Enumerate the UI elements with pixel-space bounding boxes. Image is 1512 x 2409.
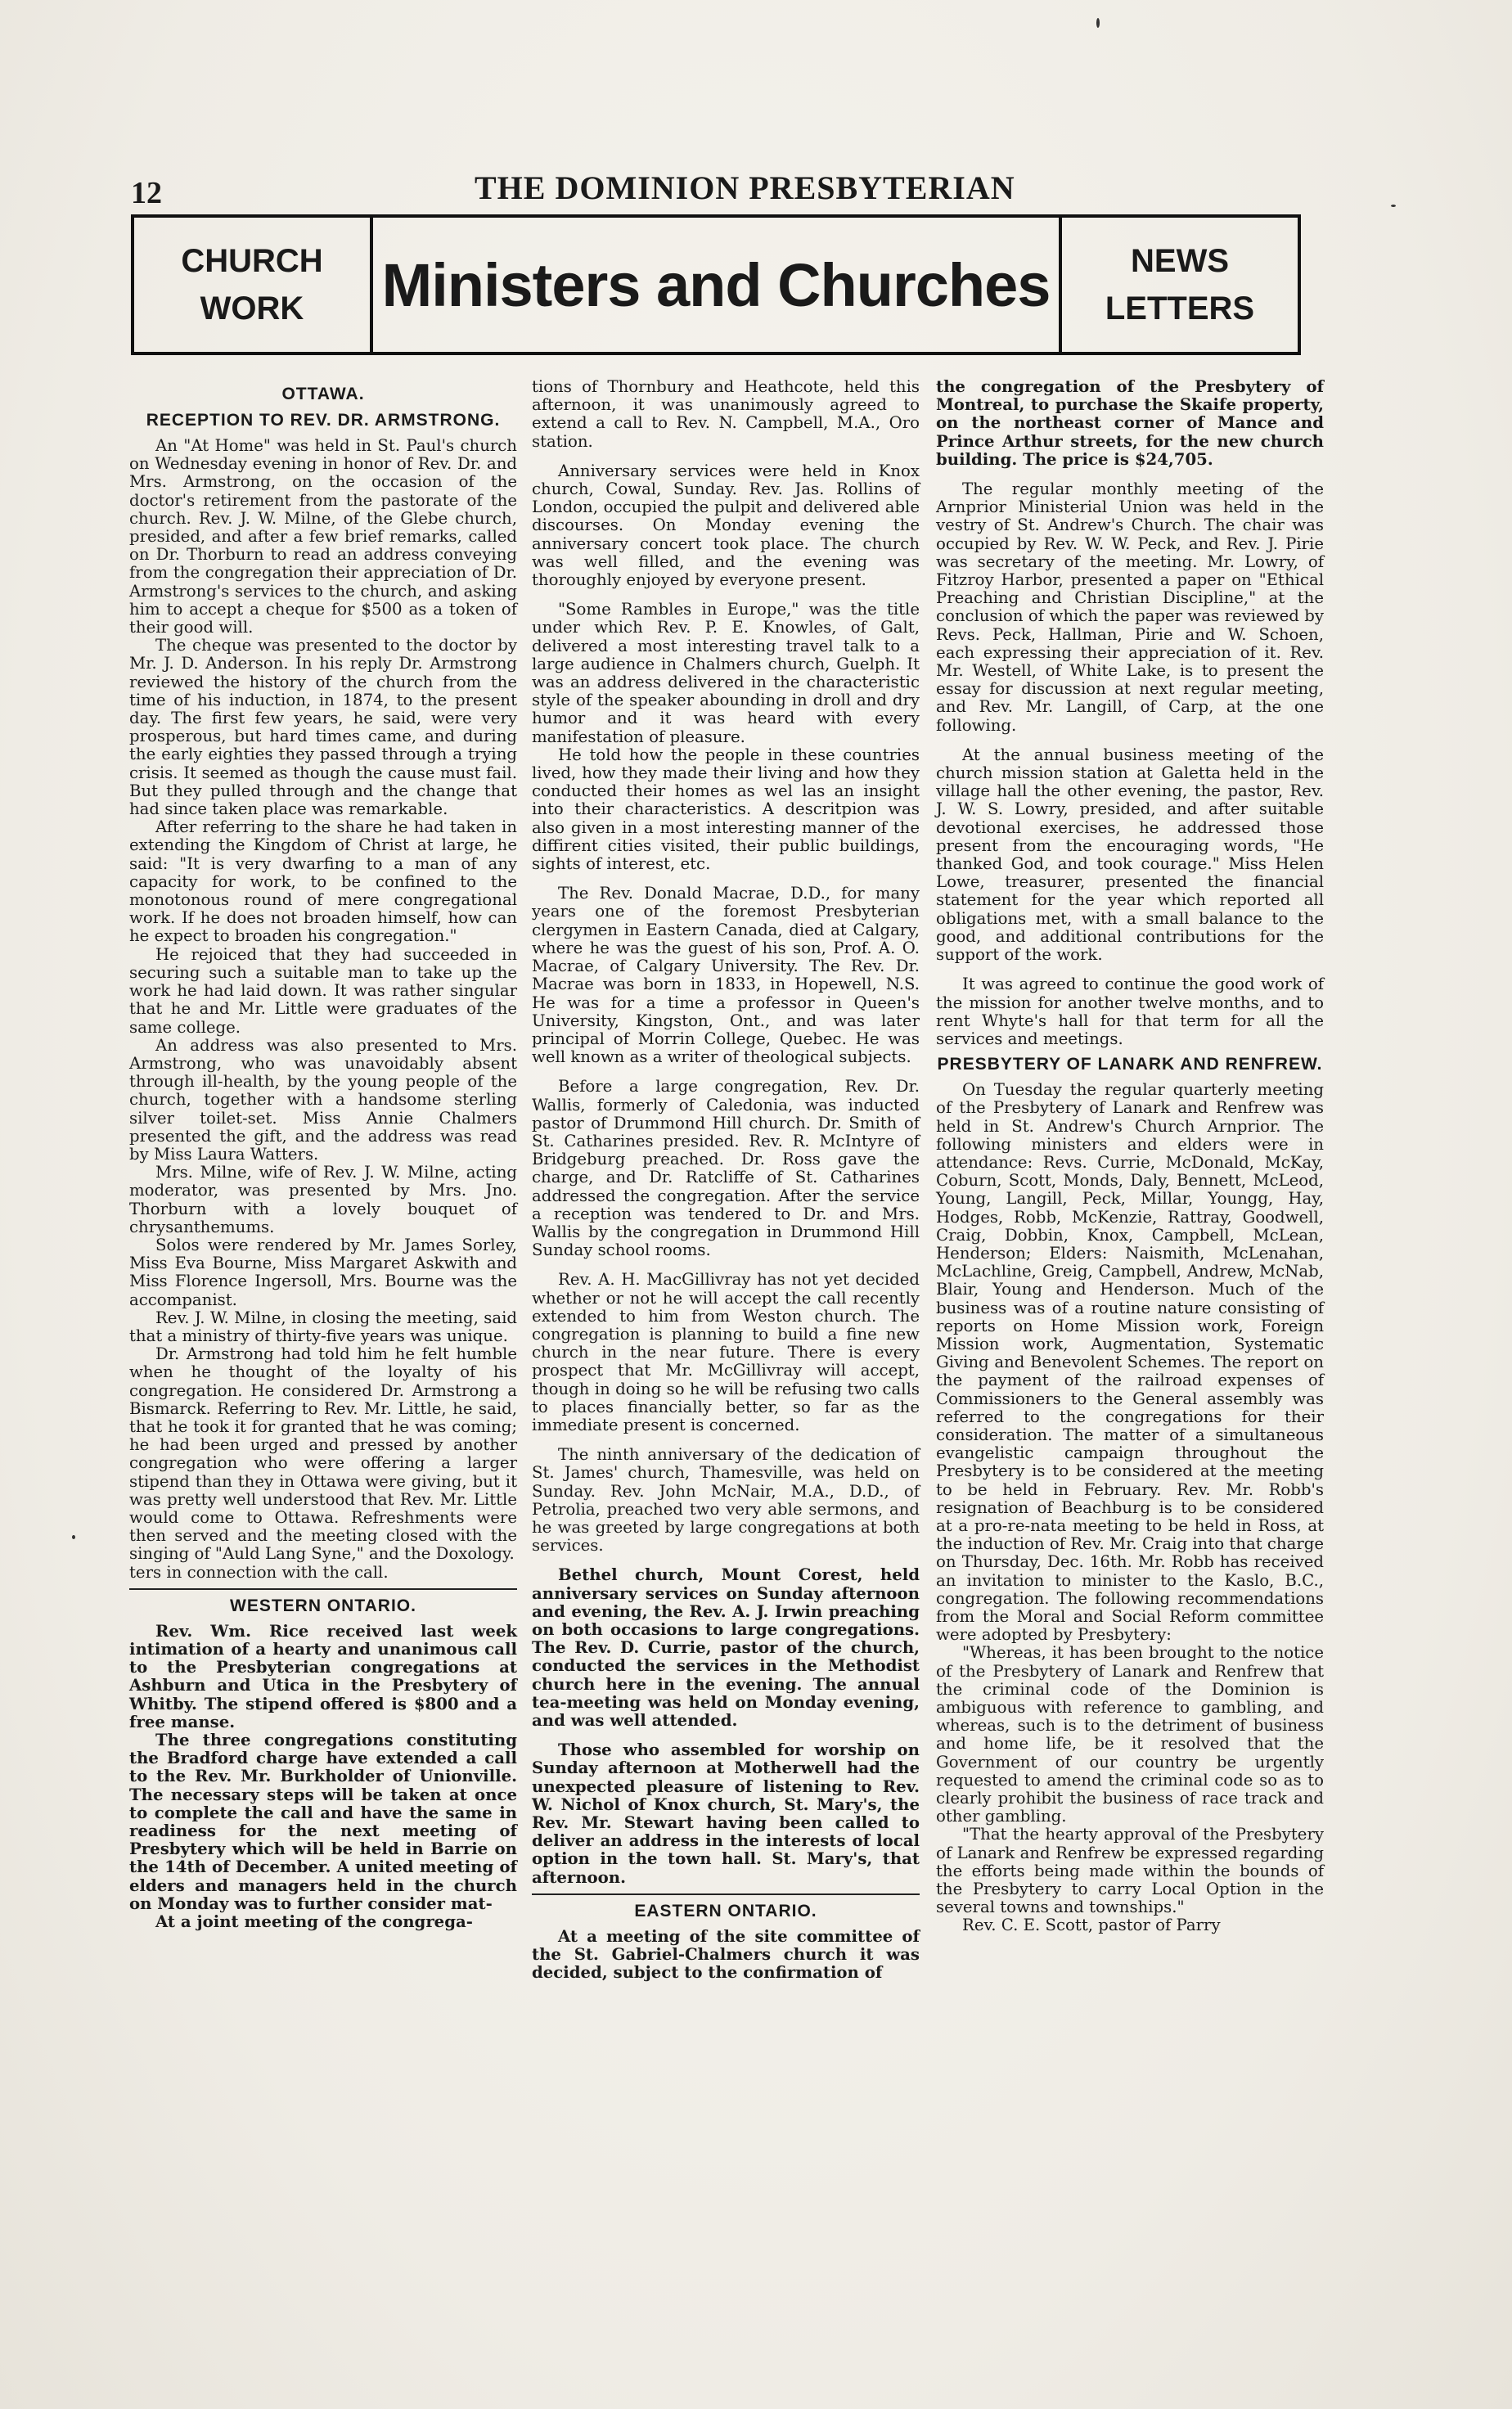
paragraph: The three congregations constituting the Bradford charge have extended a call to the Rev. Mr. Burkholder of Unionville. The necessary steps will be taken at once to complete the call and have the same in readiness for the next meeting of Presbytery which will be held in Barrie on the 14th of December. A united meeting of elders and managers held in the church on Monday was to further consider mat- [129, 1731, 517, 1913]
paragraph: At the annual business meeting of the church mission station at Galetta held in the village hall the other evening, the pastor, Rev. J. W. S. Lowry, presided, and after suitable devotional exercises, he addressed those present from the encouraging words, "He thanked God, and took courage." Miss Helen Lowe, treasurer, presented the financial statement for the year which reported all obligations met, with a small balance to the good, and additional contributions for the support of the work. [936, 745, 1324, 965]
paragraph: Before a large congregation, Rev. Dr. Wallis, formerly of Caledonia, was inducted pastor of Drummond Hill church. Dr. Smith of St. Catharines presided. Rev. R. McIntyre of Bridgeburg preached. Dr. Ross gave the charge, and Dr. Ratcliffe of St. Catharines addressed the congregation. After the service a reception was tendered to Dr. and Mrs. Wallis by the congregation in Drummond Hill Sunday school rooms. [532, 1077, 920, 1260]
paragraph: At a meeting of the site committee of the St. Gabriel-Chalmers church it was decided, subject to the confirmation of [532, 1926, 920, 1983]
paragraph: Rev. A. H. MacGillivray has not yet decided whether or not he will accept the call recently extended to him from Weston church. The congregation is planning to build a fine new church in the near future. There is every prospect that Mr. McGillivray will accept, though in doing so he will be refusing two calls to places financially better, so far as the immediate present is concerned. [532, 1270, 920, 1434]
paragraph: On Tuesday the regular quarterly meeting of the Presbytery of Lanark and Renfrew was held in St. Andrew's Church Arnprior. The following ministers and elders were in attendance: Revs. Currie, McDonald, McKay, Coburn, Scott, Monds, Daly, Bennett, McLeod, Young, Langill, Peck, Millar, Youngg, Hay, Hodges, Robb, McKenzie, Rattray, Goodwell, Craig, Dobbin, Knox, Campbell, McLean, Henderson; Elders: Naismith, McLenahan, McLachline, Greig, Campbell, Andrew, McNab, Blair, Young and Henderson. Much of the business was of a routine nature consisting of reports on Home Mission work, Foreign Mission work, Augmentation, Systematic Giving and Benevolent Schemes. The report on the payment of the railroad expenses of Commissioners to the General assembly was referred to the congregations for their consideration. The matter of a simultaneous evangelistic campaign throughout the Presbytery is to be considered at the meeting to be held in February. Rev. Mr. Robb's resignation of Beachburg is to be considered at a pro-re-nata meeting to be held in Ross, at the induction of Rev. Mr. Craig into that charge on Thursday, Dec. 16th. Mr. Robb has received an invitation to minister to the Kaslo, B.C., congregation. The following recommendations from the Moral and Social Reform committee were adopted by Presbytery: [936, 1080, 1324, 1645]
section-banner [131, 214, 1301, 355]
paragraph: tions of Thornbury and Heathcote, held this afternoon, it was unanimously agreed to extend a call to Rev. N. Campbell, M.A., Oro station. [532, 377, 920, 451]
column-3 [936, 378, 1324, 2260]
church-work-line1: CHURCH [181, 243, 323, 279]
paragraph: At a joint meeting of the congrega- [155, 1912, 473, 1932]
paragraph: The Rev. Donald Macrae, D.D., for many years one of the foremost Presbyterian clergymen in Eastern Canada, died at Calgary, where he was the guest of his son, Prof. A. O. Macrae, of Calgary University. The Rev. Dr. Macrae was born in 1833, in Hopewell, N.S. He was for a time a professor in Queen's University, Kingston, Ont., and was later principal of Morrin College, Quebec. He was well known as a writer of theological subjects. [532, 884, 920, 1067]
paragraph: He told how the people in these countries lived, how they made their living and how they conducted their homes as wel las an insight into their characteristics. A descritpion was also given in a most interesting manner of the diffirent cities visited, their public buildings, sights of interest, etc. [532, 745, 920, 874]
subheading-reception: RECEPTION TO REV. DR. ARMSTRONG. [146, 411, 501, 430]
paragraph: "Some Rambles in Europe," was the title under which Rev. P. E. Knowles, of Galt, delivered a most interesting travel talk to a large audience in Chalmers church, Guelph. It was an address delivered in the characteristic style of the speaker abounding in droll and dry humor and it was heard with every manifestation of pleasure. [532, 600, 920, 746]
paragraph: "That the hearty approval of the Presbytery of Lanark and Renfrew be expressed regarding the efforts being made within the bounds of the Presbytery to carry Local Option in the several towns and townships." [936, 1825, 1324, 1917]
section-heading-eastern: EASTERN ONTARIO. [634, 1901, 817, 1920]
church-work-box [134, 218, 373, 352]
paragraph: An "At Home" was held in St. Paul's church on Wednesday evening in honor of Rev. Dr. and Mrs. Armstrong, on the occasion of the doctor's retirement from the pastorate of the church. Rev. J. W. Milne, of the Glebe church, presided, and after a few brief remarks, called on Dr. Thorburn to read an address conveying from the congregation their appreciation of Dr. Armstrong's services to the church, and asking him to accept a cheque for $500 as a token of their good will. [129, 436, 517, 637]
paragraph: Those who assembled for worship on Sunday afternoon at Motherwell had the unexpected pleasure of listening to Rev. W. Nichol of Knox church, St. Mary's, the Rev. Mr. Stewart having been called to deliver an address in the interests of local option in the town hall. St. Mary's, that afternoon. [532, 1740, 920, 1887]
scan-speck [72, 1535, 75, 1539]
paragraph: "Whereas, it has been brought to the notice of the Presbytery of Lanark and Renfrew that the criminal code of the Dominion is ambiguous with reference to gambling, and whereas, such is to the detriment of business and home life, be it resolved that the Government of our country be urgently requested to amend the criminal code so as to clearly prohibit the business of race track and other gambling. [936, 1643, 1324, 1826]
news-letters-line1: NEWS [1131, 243, 1229, 279]
paragraph: Rev. C. E. Scott, pastor of Parry [962, 1916, 1221, 1935]
paragraph: The cheque was presented to the doctor by Mr. J. D. Anderson. In his reply Dr. Armstrong reviewed the history of the church from the time of his induction, in 1874, to the present day. The first few years, he said, were very prosperous, but hard times came, and during the early eighties they passed through a trying crisis. It seemed as though the cause must fail. But they pulled through and the change that had since taken place was remarkable. [129, 636, 517, 819]
scan-speck [1096, 18, 1100, 28]
column-rule [532, 1893, 920, 1895]
journal-title: THE DOMINION PRESBYTERIAN [475, 169, 1015, 206]
column-rule [129, 1588, 517, 1590]
running-head [131, 164, 1301, 213]
section-heading-lanark: PRESBYTERY OF LANARK AND RENFREW. [937, 1055, 1323, 1074]
scan-speck [1391, 205, 1396, 207]
news-letters-line2: LETTERS [1105, 290, 1255, 326]
column-2 [532, 378, 920, 2260]
church-work-line2: WORK [200, 290, 304, 326]
paragraph: ters in connection with the call. [129, 1562, 389, 1582]
paragraph: Bethel church, Mount Corest, held anniversary services on Sunday afternoon and evening, the Rev. A. J. Irwin preaching on both occasions to large congregations. The Rev. D. Currie, pastor of the church, conducted the services in the Methodist church here in the evening. The annual tea-meeting was held on Monday evening, and was well attended. [532, 1565, 920, 1731]
paragraph: Dr. Armstrong had told him he felt humble when he thought of the loyalty of his congregation. He considered Dr. Armstrong a Bismarck. Referring to Rev. Mr. Little, he said, that he took it for granted that he was coming; he had been urged and pressed by another congregation who were offering a larger stipend than they in Ottawa were giving, but it was pretty well understood that Rev. Mr. Little would come to Ottawa. Refreshments were then served and the meeting closed with the singing of "Auld Lang Syne," and the Doxology. [129, 1344, 517, 1564]
paragraph: He rejoiced that they had succeeded in securing such a suitable man to take up the work he had laid down. It was rather singular that he and Mr. Little were graduates of the same college. [129, 944, 517, 1037]
paragraph: the congregation of the Presbytery of Montreal, to purchase the Skaife property, on the northeast corner of Mance and Prince Arthur streets, for the new church building. The price is $24,705. [936, 377, 1324, 469]
article-columns [129, 378, 1340, 2260]
page-number: 12 [131, 176, 162, 210]
paragraph: Mrs. Milne, wife of Rev. J. W. Milne, acting moderator, was presented by Mrs. Jno. Thorburn with a lovely bouquet of chrysanthemums. [129, 1163, 517, 1236]
paragraph: Anniversary services were held in Knox church, Cowal, Sunday. Rev. Jas. Rollins of London, occupied the pulpit and delivered able discourses. On Monday evening the anniversary concert took place. The church was well filled, and the evening was thoroughly enjoyed by everyone present. [532, 461, 920, 590]
paragraph: The ninth anniversary of the dedication of St. James' church, Thamesville, was held on Sunday. Rev. John McNair, M.A., D.D., of Petrolia, preached two very able sermons, and he was greeted by large congregations at both services. [532, 1445, 920, 1556]
paragraph: It was agreed to continue the good work of the mission for another twelve months, and to rent Whyte's hall for that term for all the services and meetings. [936, 975, 1324, 1048]
section-heading: Ministers and Churches [381, 250, 1051, 319]
section-heading-western: WESTERN ONTARIO. [230, 1596, 416, 1615]
paragraph: Solos were rendered by Mr. James Sorley, Miss Eva Bourne, Miss Margaret Askwith and Miss Florence Ingersoll, Mrs. Bourne was the accompanist. [129, 1235, 517, 1309]
paragraph: An address was also presented to Mrs. Armstrong, who was unavoidably absent through ill-health, by the young people of the church, together with a handsome sterling silver toilet-set. Miss Annie Chalmers presented the gift, and the address was read by Miss Laura Watters. [129, 1035, 517, 1164]
paragraph: After referring to the share he had taken in extending the Kingdom of Christ at large, he said: "It is very dwarfing to a man of any capacity for work, to be confined to the monotonous round of mere congregational work. If he does not broaden himself, how can he expect to broaden his congregation." [129, 817, 517, 946]
paragraph: Rev. J. W. Milne, in closing the meeting, said that a ministry of thirty-five years was unique. [129, 1308, 517, 1345]
paragraph: Rev. Wm. Rice received last week intimation of a hearty and unanimous call to the Presbyterian congregations at Ashburn and Utica in the Presbytery of Whitby. The stipend offered is $800 and a free manse. [129, 1621, 517, 1731]
column-1 [129, 378, 517, 2260]
section-heading-ottawa: OTTAWA. [281, 385, 365, 403]
news-letters-box [1059, 218, 1298, 352]
paragraph: The regular monthly meeting of the Arnprior Ministerial Union was held in the vestry of St. Andrew's Church. The chair was occupied by Rev. W. W. Peck, and Rev. J. Pirie was secretary of the meeting. Mr. Lowry, of Fitzroy Harbor, presented a paper on "Ethical Preaching and Christian Discipline," at the conclusion of which the paper was reviewed by Revs. Peck, Hallman, Pirie and W. Schoen, each expressing their appreciation of it. Rev. Mr. Westell, of White Lake, is to present the essay for discussion at next regular meeting, and Rev. Mr. Langill, of Carp, at the one following. [936, 480, 1324, 735]
